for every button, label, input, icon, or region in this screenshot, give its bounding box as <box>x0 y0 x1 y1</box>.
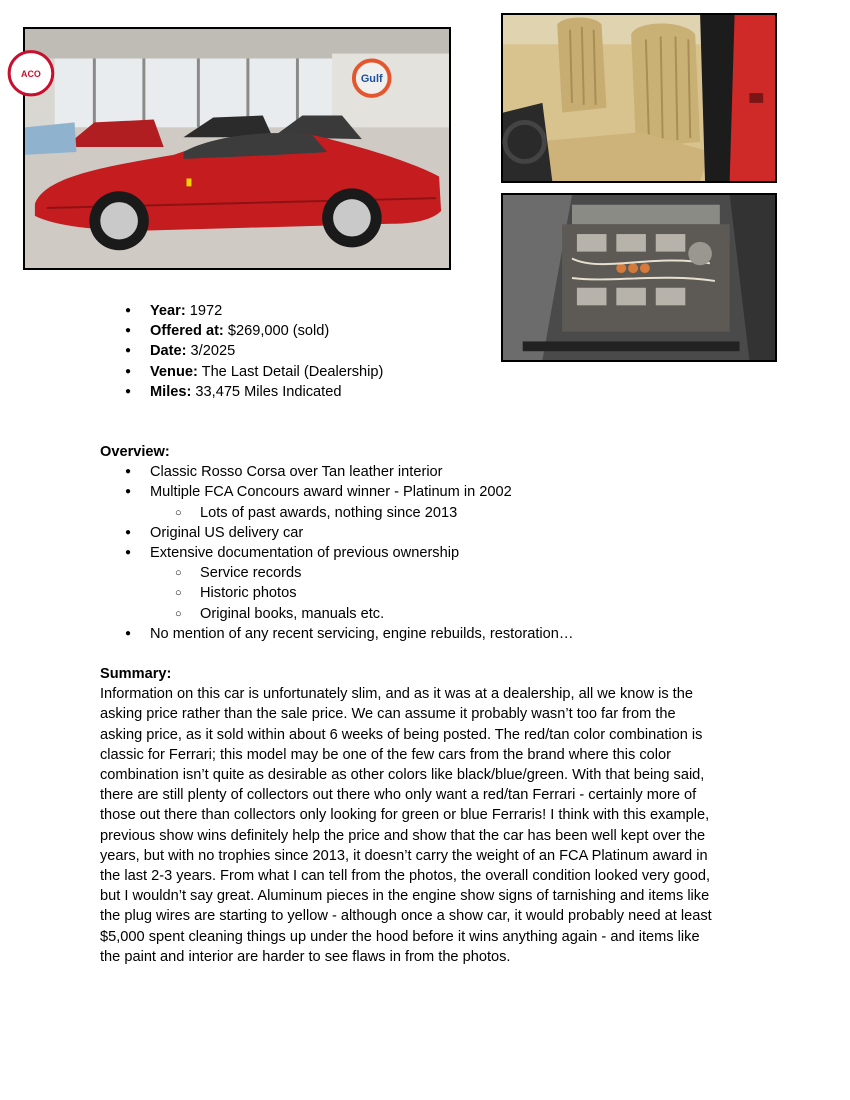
spec-venue: ● Venue: The Last Detail (Dealership) <box>100 362 383 382</box>
summary-line: the paint and interior are harder to see flaws in from the photos. <box>100 948 511 965</box>
list-item: ● Original US delivery car <box>100 523 573 543</box>
texaco-sign: ACO <box>21 69 41 80</box>
summary-section <box>100 664 760 967</box>
engine-bay-photo <box>501 193 777 362</box>
specs-list <box>100 301 383 402</box>
summary-line: but I wouldn’t say great. Aluminum pieces in the engine show signs of tarnishing and items like <box>100 888 710 905</box>
summary-line: asking price rather than the sale price. We can assume it probably wasn’t too far from the <box>100 706 676 723</box>
overview-list <box>100 462 573 644</box>
sub-list-item: ○ Service records <box>100 563 573 583</box>
summary-line: the plug wires are starting to yellow - although once a show car, it would probably need at least <box>100 908 712 925</box>
summary-paragraph <box>100 684 760 967</box>
list-item: ● No mention of any recent servicing, engine rebuilds, restoration… <box>100 624 573 644</box>
summary-line: there are still plenty of collectors out there who only want a red/tan Ferrari - certainly more of <box>100 787 697 804</box>
sub-list-item: ○ Lots of past awards, nothing since 2013 <box>100 503 573 523</box>
red-ferrari-showroom-image <box>21 29 449 268</box>
exterior-photo <box>23 27 451 270</box>
spec-offered-at: ● Offered at: $269,000 (sold) <box>100 321 383 341</box>
sub-list-item: ○ Original books, manuals etc. <box>100 604 573 624</box>
list-item: ● Classic Rosso Corsa over Tan leather interior <box>100 462 573 482</box>
list-item: ● Extensive documentation of previous ownership <box>100 543 573 563</box>
spec-year: ● Year: 1972 <box>100 301 383 321</box>
summary-line: combination isn’t quite as desirable as other colors like black/blue/green. With that being said, <box>100 767 705 784</box>
summary-line: classic for Ferrari; this model may be one of the few cars from the brand where this color <box>100 746 672 763</box>
summary-line: the last 2-3 years. From what I can tell from the photos, the overall condition looked very good, <box>100 868 711 885</box>
overview-heading: Overview: <box>100 444 170 460</box>
tan-leather-seats-image <box>503 15 775 181</box>
spec-miles: ● Miles: 33,475 Miles Indicated <box>100 382 383 402</box>
summary-line: $5,000 spent cleaning things up under the hood before it wins anything again - and items like <box>100 928 700 945</box>
overview-section <box>100 442 573 644</box>
list-item: ● Multiple FCA Concours award winner - Platinum in 2002 <box>100 482 573 502</box>
sub-list-item: ○ Historic photos <box>100 583 573 603</box>
summary-line: Information on this car is unfortunately slim, and as it was at a dealership, all we know is the <box>100 686 693 703</box>
summary-line: those out there than collectors only looking for green or blue Ferraris! I think with this example, <box>100 807 710 824</box>
interior-photo <box>501 13 777 183</box>
spec-date: ● Date: 3/2025 <box>100 341 383 361</box>
gulf-sign: Gulf <box>360 73 383 86</box>
engine-bay-image <box>503 195 775 360</box>
summary-line: previous show wins definitely help the price and show that the car has been well kept over the <box>100 827 706 844</box>
summary-heading: Summary: <box>100 666 172 682</box>
summary-line: years, but with no trophies since 2013, it doesn’t carry the weight of an FCA Platinum award in <box>100 847 708 864</box>
summary-line: asking price, as it sold within about 6 weeks of being posted. The red/tan color combination is <box>100 726 703 743</box>
